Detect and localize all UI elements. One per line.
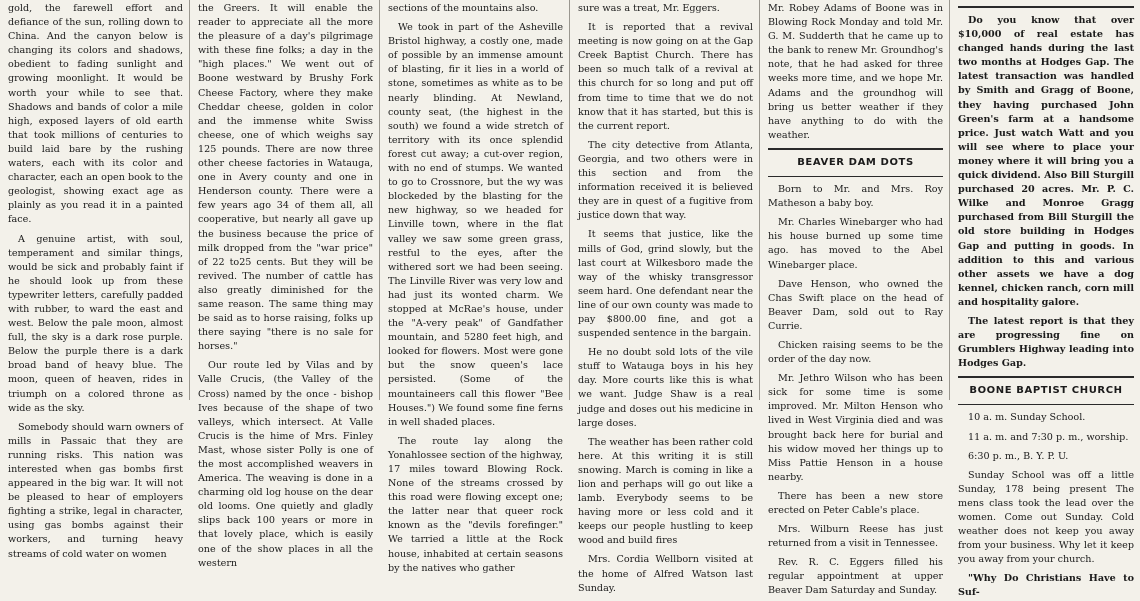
column-4 <box>570 0 760 594</box>
column-5 <box>760 0 950 597</box>
heading-underline <box>768 176 943 177</box>
news-item: Mrs. Wilburn Reese has just returned from a visit in Tennessee. <box>768 524 943 550</box>
section-heading: BOONE BAPTIST CHURCH <box>969 385 1123 397</box>
column-6 <box>950 0 1140 599</box>
article-paragraph: The latest report is that they are progressing fine on Grumblers Highway leading into Hodges Gap. <box>958 315 1134 370</box>
article-paragraph: It seems that justice, like the mills of God, grind slowly, but the last court at Wilkesboro made the way of the whisky transgressor seem hard. One defendant near the line of our own county was made to pay $800.00 fine, and got a suspended sentence in the bargain. <box>578 229 753 340</box>
article-paragraph: A genuine artist, with soul, temperament and similar things, would be sick and probably faint if he should look up from these typewriter letters, carefully padded with rubber, to ward the east and west. Below the pale moon, almost full, the sky is a dark rose purple. Below the purple there is a dark broad band of heavy blue. The moon, queen of heaven, rides in triumph on a colored throne as wide as the sky. <box>8 233 183 414</box>
article-paragraph: Sunday School was off a little Sunday, 178 being present The mens class took the lead over the women. Come out Sunday. Cold weather does not keep you away from your business. Why let it keep you away from your church. <box>958 469 1134 566</box>
article-paragraph: sure was a treat, Mr. Eggers. <box>578 3 720 14</box>
news-item: Dave Henson, who owned the Chas Swift place on the head of Beaver Dam, sold out to Ray Currie. <box>768 278 943 332</box>
article-paragraph: gold, the farewell effort and defiance of the sun, rolling down to China. And the canyon below is changing its colors and shadows, obedient to fading sunlight and growing moonlight. It would be worth your while to see that. Shadows and bands of color a mile high, exposed layers of old earth that took millions of centuries to build laid bare by the rushing waters, each with its color and character, each an open book to the geologist, showing exact age as plainly as you read it in a painted face. <box>8 3 183 226</box>
article-paragraph: sections of the mountains also. <box>388 3 539 14</box>
news-item: There has been a new store erected on Peter Cable's place. <box>768 490 943 516</box>
column-1 <box>0 0 190 560</box>
section-heading: BEAVER DAM DOTS <box>797 156 914 168</box>
section-divider <box>768 148 943 150</box>
news-item: Rev. R. C. Eggers filled his regular appointment at upper Beaver Dam Saturday and Sunday. <box>768 557 943 597</box>
article-paragraph: Somebody should warn owners of mills in Passaic that they are running risks. This nation was interested when gas bombs first appeared in the big war. It will not be pleased to hear of employers fighting a strike, legal in character, using gas bombs against their workers, and turning heavy streams of cold water on women <box>8 421 183 560</box>
article-paragraph: "Why Do Christians Have to Suf- <box>958 573 1134 599</box>
news-item: Born to Mr. and Mrs. Roy Matheson a baby boy. <box>768 184 943 210</box>
section-divider <box>958 376 1134 378</box>
article-paragraph: It is reported that a revival meeting is now going on at the Gap Creek Baptist Church. There has been so much talk of a revival at this church for so long and put off from time to time that we do not know that it has started, but this is the current report. <box>578 22 753 132</box>
news-item: Mr. Jethro Wilson who has been sick for some time is some improved. Mr. Milton Henson who lived in West Virginia died and was brought back here for burial and his widow moved her things up to Miss Pattie Henson in a house nearby. <box>768 373 943 483</box>
article-paragraph: Mr. Robey Adams of Boone was in Blowing Rock Monday and told Mr. G. M. Sudderth that he came up to the bank to renew Mr. Groundhog's note, that he had asked for three weeks more time, and we hope Mr. Adams and the groundhog will bring us better weather if they have anything to do with the weather. <box>768 3 943 141</box>
article-paragraph: Do you know that over $10,000 of real estate has changed hands during the last two months at Hodges Gap. The latest transaction was handled by Smith and Gragg of Boone, they having purchased John Green's farm at a handsome price. Just watch Watt and you will see where to place your money where it will bring you a quick dividend. Also Bill Sturgill purchased 20 acres. Mr. P. C. Wilke and Monroe Gragg purchased from Bill Sturgill the old store building in Hodges Gap and putting in goods. In addition to this and various other assets we have a dog kennel, chicken ranch, corn mill and hospitality galore. <box>958 15 1134 308</box>
schedule-item: 6:30 p. m., B. Y. P. U. <box>968 450 1069 462</box>
article-paragraph: The route lay along the Yonahlossee section of the highway, 17 miles toward Blowing Rock. None of the streams crossed by this road were flowing except one; the latter near that queer rock known as the "devils forefinger." We tarried a little at the Rock house, inhabited at certain seasons by the natives who gather <box>388 435 563 574</box>
news-item: Mr. Charles Winebarger who had his house burned up some time ago. has moved to the Abel Winebarger place. <box>768 217 943 271</box>
top-divider <box>958 6 1134 8</box>
column-3 <box>380 0 570 574</box>
heading-underline <box>958 404 1134 405</box>
article-paragraph: Mrs. Cordia Wellborn visited at the home of Alfred Watson last Sunday. <box>578 554 753 594</box>
article-paragraph: The weather has been rather cold here. At this writing it is still snowing. March is coming in like a lion and perhaps will go out like a lamb. Everybody seems to be having more or less cold and it keeps our people hustling to keep wood and build fires <box>578 436 753 547</box>
article-paragraph: Our route led by Vilas and by Valle Crucis, (the Valley of the Cross) named by the once - bishop Ives because of the shape of two valleys, which intersect. At Valle Crucis is the hime of Mrs. Finley Mast, whose sister Polly is one of the most accomplished weavers in America. The weaving is done in a charming old log house on the dear old looms. One quietly and gladly slips back 100 years or more in that lovely place, which is easily one of the show places in all the western <box>198 360 373 569</box>
article-paragraph: The city detective from Atlanta, Georgia, and two others were in this section and from the information received it is believed they are in quest of a fugitive from justice down that way. <box>578 139 753 222</box>
article-paragraph: We took in part of the Asheville Bristol highway, a costly one, made of possible by an immense amount of blasting, fir it lies in a world of stone, sometimes as white as to be nearly blinding. At Newland, county seat, (the highest in the south) we found a wide stretch of territory with its once splendid forest cut away; a cut-over region, with no end of stumps. We wanted to go to Crossnore, but the wy was blockeded by the blasting for the new highway, so we headed for Linville town, where in the flat valley we saw some green grass, restful to the eyes, after the withered sort we had been seeing. The Linville River was very low and had just its wonted charm. We stopped at McRae's house, under the "A-very peak" of Gandfather mountain, and 5280 feet high, and looked for flowers. Most were gone but the snow queen's lace persisted. (Some of the mountaineers call this flower "Bee Houses.") We found some fine ferns in well shaded places. <box>388 22 563 428</box>
article-paragraph: the Greers. It will enable the reader to appreciate all the more the pleasure of a day's pilgrimage with these fine folks; a day in the "high places." We went out of Boone westward by Brushy Fork Cheese Factory, where they make Cheddar cheese, golden in color and the immense white Swiss cheese, one of which weighs say 125 pounds. There are now three other cheese factories in Watauga, one in Avery county and one in Henderson county. There were a few years ago 34 of them all, all cooperative, but nearly all gave up the business because the price of milk dropped from the "war price" of 22 to25 cents. But they will be revived. The number of cattle has also greatly diminished for the same reason. The same thing may be said as to horse raising, folks up there saying "there is no sale for horses." <box>198 3 373 353</box>
news-item: Chicken raising seems to be the order of the day now. <box>768 339 943 366</box>
schedule-item: 10 a. m. Sunday School. <box>968 412 1086 424</box>
schedule-item: 11 a. m. and 7:30 p. m., worship. <box>968 431 1129 443</box>
column-2 <box>190 0 380 569</box>
article-paragraph: He no doubt sold lots of the vile stuff to Watauga boys in his hey day. More courts like this is what we want. Judge Shaw is a real judge and doses out his medicine in large doses. <box>578 347 753 429</box>
